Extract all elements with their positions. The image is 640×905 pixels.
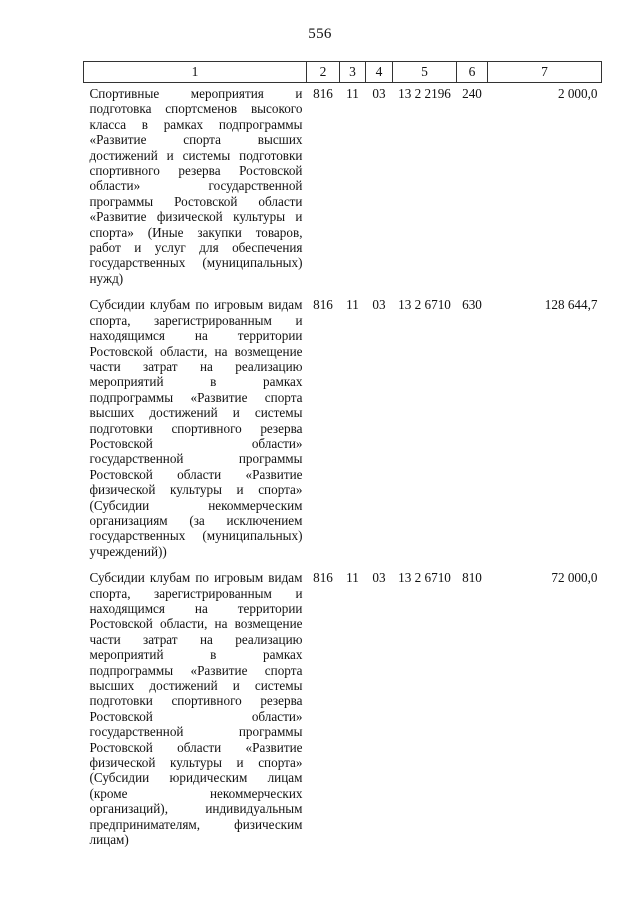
table-row bbox=[84, 567, 602, 855]
amount-value: 2 000,0 bbox=[557, 86, 598, 101]
budget-table bbox=[83, 61, 602, 856]
section-code: 11 bbox=[346, 86, 359, 101]
subsection-code: 03 bbox=[372, 570, 386, 586]
expense-type-code: 630 bbox=[462, 297, 482, 313]
section-code: 11 bbox=[346, 297, 359, 313]
page-number: 556 bbox=[308, 26, 332, 42]
amount-value: 72 000,0 bbox=[551, 570, 598, 586]
column-header-3: 3 bbox=[340, 62, 366, 83]
ministry-code: 816 bbox=[313, 297, 333, 313]
table-row bbox=[84, 294, 602, 567]
header-row bbox=[84, 62, 602, 83]
column-header-4: 4 bbox=[366, 62, 393, 83]
row-description: Спортивные мероприятия и подготовка спортсменов высокого класса в рамках подпрограммы «Развитие спорта высших достижений и системы подготовки спортивного резерва Ростовской области» государственной программы Ростовской области «Развитие физической культуры и спорта» (Иные закупки товаров, работ и услуг для обеспечения государственных (муниципальных) нужд) bbox=[89, 86, 303, 286]
row-description: Субсидии клубам по игровым видам спорта, зарегистрированным и находящимся на территории Ростовской области, на возмещение части затрат на реализацию мероприятий в рамках подпрограммы «Развитие спорта высших достижений и системы подготовки спортивного резерва Ростовской области» государственной программы Ростовской области «Развитие физической культуры и спорта» (Субсидии некоммерческим организациям (за исключением государственных (муниципальных) учреждений)) bbox=[89, 297, 303, 559]
table-row bbox=[84, 83, 602, 295]
expense-type-code: 240 bbox=[462, 86, 482, 101]
ministry-code: 816 bbox=[313, 570, 333, 586]
section-code: 11 bbox=[346, 570, 359, 586]
row-description: Субсидии клубам по игровым видам спорта, зарегистрированным и находящимся на территории Ростовской области, на возмещение части затрат на реализацию мероприятий в рамках подпрограммы «Развитие спорта высших достижений и системы подготовки спортивного резерва Ростовской области» государственной программы Ростовской области «Развитие физической культуры и спорта» (Субсидии юридическим лицам (кроме некоммерческих организаций), индивидуальным предпринимателям, физическим лицам) bbox=[89, 570, 303, 848]
column-header-5: 5 bbox=[393, 62, 457, 83]
target-article-code: 13 2 2196 bbox=[398, 86, 451, 101]
target-article-code: 13 2 6710 bbox=[398, 297, 451, 313]
column-header-1: 1 bbox=[84, 62, 307, 83]
expense-type-code: 810 bbox=[462, 570, 482, 586]
target-article-code: 13 2 6710 bbox=[398, 570, 451, 586]
column-header-6: 6 bbox=[457, 62, 488, 83]
subsection-code: 03 bbox=[372, 297, 386, 313]
ministry-code: 816 bbox=[313, 86, 333, 101]
subsection-code: 03 bbox=[372, 86, 386, 101]
column-header-7: 7 bbox=[488, 62, 602, 83]
column-header-2: 2 bbox=[307, 62, 340, 83]
amount-value: 128 644,7 bbox=[544, 297, 598, 313]
